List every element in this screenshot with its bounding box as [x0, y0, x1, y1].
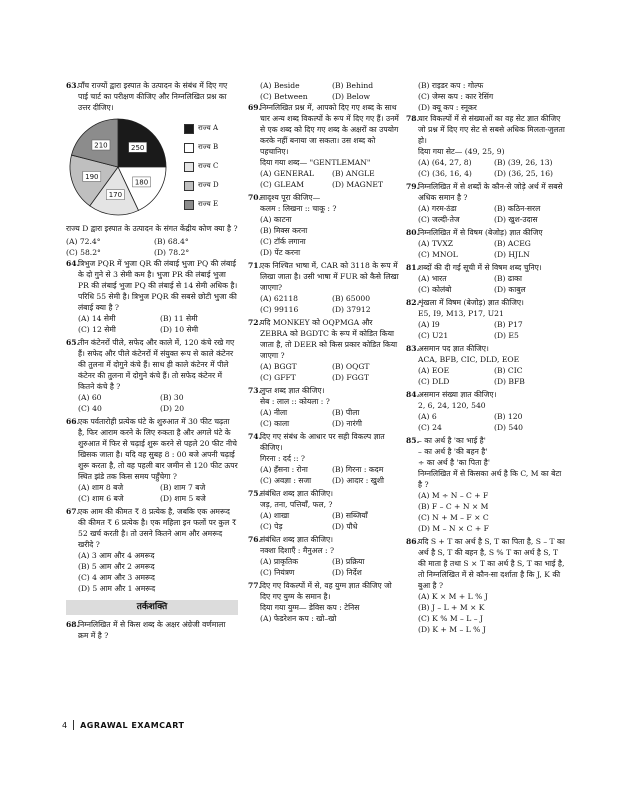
option-item: (D) HJLN [494, 250, 530, 259]
option-item: (C) GFFT [260, 373, 296, 382]
option-item: (C) पेड़ [260, 522, 283, 531]
question-65-options [78, 392, 238, 414]
option-item: (A) 72.4° [66, 237, 101, 246]
question-74: 74. दिए गए संबंध के आधार पर सही विकल्प ज्ञात कीजिए। गिरना : दर्द :: ? (A) हँसना : रोना (B) गिरना : कदम (C) अवज्ञा : सजा (D) आदार : खुशी [248, 431, 400, 486]
question-82: 82. शृंखला में विषम (बेजोड़) ज्ञात कीजिए। E5, I9, M13, P17, U21 (A) I9 (B) P17 (C) U21 (D) E5 [406, 297, 566, 341]
option-item: (B) गिरना : कदम [332, 465, 384, 474]
option-item: (B) F – C + N × M [418, 502, 489, 511]
option-item: (C) नियंत्रण [260, 568, 295, 577]
question-71-options [260, 293, 400, 315]
column-1 [66, 80, 238, 643]
legend-swatch [184, 181, 194, 191]
column-2 [248, 80, 400, 626]
option-item: (C) अवज्ञा : सजा [260, 476, 312, 485]
question-66-options [78, 482, 238, 504]
pie-legend [184, 119, 219, 214]
option-item: (B) 11 सेमी [160, 314, 198, 323]
option-item: (A) 60 [78, 393, 102, 402]
option-item: (D) FGGT [332, 373, 369, 382]
pie-slice-label: 210 [94, 141, 108, 150]
question-63-options [66, 236, 238, 258]
question-78-options [418, 157, 566, 179]
question-68-options [248, 80, 400, 102]
option-item: (C) काला [260, 419, 290, 428]
question-63-stem: राज्य D द्वारा इस्पात के उत्पादन के संगत केंद्रीय कोण क्या है ? [66, 224, 238, 233]
question-86-options [418, 591, 566, 635]
question-66: 66. एक पर्वतारोही प्रत्येक घंटे के शुरुआत में 30 फीट चढ़ता है, फिर आराम करने के लिए रुकता है और अगले घंटे के शुरुआत में फिर से चढ़ाई शुरू करने से पहले 20 फीट नीचे खिसक जाता है। यदि वह सुबह 8 : 00 बजे अपनी चढ़ाई शुरू करता है, तो वह पहली बार जमीन से 120 फीट ऊपर स्थित झंडे तक किस समय पहुँचेगा ? (A) शाम 8 बजे (B) शाम 7 बजे (C) शाम 6 बजे (D) शाम 5 बजे [66, 417, 238, 503]
pie-slice-label: 190 [85, 172, 99, 181]
option-item: (D) काबुल [494, 285, 526, 294]
question-78: 78. चार विकल्पों में से संख्याओं का वह सेट ज्ञात कीजिए जो प्रश्न में दिए गए सेट से सबसे अधिक मिलता-जुलता हो। दिया गया सेट— (49, 25, 9) (A) (64, 27, 8) (B) (39, 26, 13) (C) (36, 16, 4) (D) (36, 25, 16) [406, 114, 565, 178]
option-item: (C) 24 [418, 423, 442, 432]
option-item: (A) M ÷ N – C + F [418, 491, 489, 500]
option-item: (B) कठिन-सरल [494, 204, 541, 213]
option-item: (B) शाम 7 बजे [160, 483, 206, 492]
option-item: (D) 540 [494, 423, 523, 432]
option-item: (C) 58.2° [66, 248, 101, 257]
question-74-options [260, 464, 400, 486]
option-item: (D) 78.2° [154, 248, 190, 257]
option-item: (D) Below [332, 92, 371, 101]
question-77-options-cont [406, 80, 566, 113]
option-item: (A) Beside [260, 81, 300, 90]
question-84: 84. असमान संख्या ज्ञात कीजिए। 2, 6, 24, 120, 540 (A) 6 (B) 120 (C) 24 (D) 540 [406, 389, 566, 433]
option-item: (A) 3 आम और 4 अमरूद [78, 551, 155, 560]
option-item: (C) कोलंबो [418, 285, 452, 294]
legend-swatch [184, 124, 194, 134]
option-item: (A) नीला [260, 408, 288, 417]
page-number: 4 [62, 720, 68, 730]
option-item: (B) OQGT [332, 362, 370, 371]
option-item: (D) BFB [494, 377, 525, 386]
question-72-options [260, 361, 400, 383]
question-79-options [418, 203, 566, 225]
option-item: (B) Behind [332, 81, 374, 90]
option-item: (A) काटना [260, 215, 292, 224]
column-3 [406, 80, 566, 637]
option-item: (B) ACEG [494, 239, 531, 248]
option-item: (B) ANGLE [332, 169, 375, 178]
option-item: (B) 68.4° [154, 237, 189, 246]
option-item: (B) 120 [494, 412, 523, 421]
question-67-options [78, 550, 238, 594]
question-69-options [260, 168, 400, 190]
option-item: (D) खुश-उदास [494, 215, 538, 224]
question-71: 71. एक निश्चित भाषा में, CAR को 3118 के रूप में लिखा जाता है। उसी भाषा में FUR को कैसे लिखा जाएगा? (A) 62118 (B) 65000 (C) 99116 (D) 37912 [248, 261, 399, 314]
option-item: (B) प्रक्रिया [332, 557, 365, 566]
option-item: (C) N + M – F × C [418, 513, 489, 522]
legend-swatch [184, 143, 194, 153]
option-item: (B) (39, 26, 13) [494, 158, 553, 167]
option-item: (C) MNOL [418, 250, 458, 259]
pie-chart-svg [66, 115, 176, 221]
option-item: (D) (36, 25, 16) [494, 169, 553, 178]
question-68: 68. निम्नलिखित में से किस शब्द के अक्षर अंग्रेजी वर्णमाला क्रम में है ? [66, 620, 226, 640]
question-80-options [418, 238, 566, 260]
page-footer [62, 717, 562, 733]
question-82-options [418, 319, 566, 341]
option-item: (D) 10 सेमी [160, 325, 199, 334]
question-73-options [260, 407, 400, 429]
option-item: (A) शाम 8 बजे [78, 483, 124, 492]
legend-item [184, 195, 219, 214]
option-item: (A) EOE [418, 366, 450, 375]
option-item: (A) शाखा [260, 511, 290, 520]
option-item: (D) क्यू कप : स्नूकर [418, 103, 477, 112]
legend-item [184, 119, 219, 138]
option-item: (C) Between [260, 92, 308, 101]
option-item: (D) शाम 5 बजे [160, 494, 206, 503]
option-item: (B) राइडर कप : गोल्फ [418, 81, 484, 90]
option-item: (D) 20 [160, 404, 185, 413]
option-item: (B) सब्जियाँ [332, 511, 368, 520]
legend-label: राज्य C [198, 162, 219, 170]
option-item: (D) निर्देश [332, 568, 362, 577]
option-item: (A) गरम-ठंडा [418, 204, 457, 213]
option-item: (C) K % M – L – J [418, 614, 483, 623]
option-item: (A) TVXZ [418, 239, 454, 248]
option-item: (B) मिक्स करना [260, 226, 308, 235]
question-63: 63. पाँच राज्यों द्वारा इस्पात के उत्पादन के संबंध में दिए गए पाई चार्ट का परीक्षण कीजिए और निम्नलिखित प्रश्न का उत्तर दीजिए। [66, 81, 228, 112]
option-item: (A) 14 सेमी [78, 314, 116, 323]
pie-slice-label: 180 [134, 178, 149, 187]
option-item: (C) शाम 6 बजे [78, 494, 124, 503]
option-item: (A) 6 [418, 412, 437, 421]
question-80: 80. निम्नलिखित में से विषम (बेजोड़) ज्ञात कीजिए (A) TVXZ (B) ACEG (C) MNOL (D) HJLN [406, 227, 566, 260]
question-75: 75. संबंधित शब्द ज्ञात कीजिए। जड़, तना, पत्तियाँ, फल, ? (A) शाखा (B) सब्जियाँ (C) पेड़ (D) पौधे [248, 488, 400, 532]
legend-swatch [184, 162, 194, 172]
option-item: (B) P17 [494, 320, 523, 329]
question-85: 85. – का अर्थ है 'का भाई है' – का अर्थ है 'की बहन है' ÷ का अर्थ है 'का पिता है' निम्नलिखित में से किसका अर्थ है कि C, M का बेटा है ? (A) M ÷ N – C + F (B) F – C + N × M (C) N + M – F × C (D) M – N × C + F [406, 435, 566, 534]
question-69: 69. निम्नलिखित प्रश्न में, आपको दिए गए शब्द के साथ चार अन्य शब्द विकल्पों के रूप में दिए गए हैं। उनमें से एक शब्द को दिए गए शब्द के अक्षरों का उपयोग करके नहीं बनाया जा सकता। उस शब्द को पहचानिए। दिया गया शब्द— "GENTLEMAN" (A) GENERAL (B) ANGLE (C) GLEAM (D) MAGNET [248, 103, 399, 189]
option-item: (D) नारंगी [332, 419, 362, 428]
question-72: 72. यदि MONKEY को OQPMGA और ZEBRA को BGDTC के रूप में कोडित किया जाता है, तो DEER को किस प्रकार कोडित किया जाएगा ? (A) BGGT (B) OQGT (C) GFFT (D) FGGT [248, 317, 400, 383]
option-item: (B) पीला [332, 408, 360, 417]
option-item: (B) 5 आम और 2 अमरूद [78, 562, 155, 571]
option-item: (C) 40 [78, 404, 102, 413]
question-81-options [418, 273, 566, 295]
question-79: 79. निम्नलिखित में से शब्दों के कौन-से जोड़े अर्थ में सबसे अधिक समान है ? (A) गरम-ठंडा (B) कठिन-सरल (C) जल्दी-तेज (D) खुश-उदास [406, 181, 566, 225]
question-67: 67. एक आम की कीमत ₹ 8 प्रत्येक है, जबकि एक अमरूद की कीमत ₹ 6 प्रत्येक है। एक महिला इन फलों पर कुल ₹ 52 खर्च करती है। तो उसने कितने आम और अमरूद खरीदे ? (A) 3 आम और 4 अमरूद (B) 5 आम और 2 अमरूद (C) 4 आम और 3 अमरूद (D) 5 आम और 1 अमरूद [66, 507, 237, 593]
question-65: 65. तीन कंटेनरों पीले, सफेद और काले में, 120 कंचे रखे गए हैं। सफेद और पीले कंटेनरों में संयुक्त रूप से काले कंटेनर की तुलना में दोगुने कंचे हैं। साथ ही काले कंटेनर में पीले कंटेनर की तुलना में दोगुने कंचे हैं। तो सफेद कंटेनर में कितने कंचे है ? (A) 60 (B) 30 (C) 40 (D) 20 [66, 337, 238, 414]
option-item: (A) K × M + L % J [418, 592, 488, 601]
option-item: (D) M – N × C + F [418, 524, 489, 533]
legend-label: राज्य E [198, 200, 219, 208]
footer-divider [73, 720, 74, 730]
option-item: (A) फेडरेशन कप : खो–खो [260, 614, 337, 623]
question-84-options [418, 411, 566, 433]
question-83: 83. असमान पद ज्ञात कीजिए। ACA, BFB, CIC, DLD, EOE (A) EOE (B) CIC (C) DLD (D) BFB [406, 343, 566, 387]
legend-label: राज्य A [198, 124, 219, 132]
legend-item [184, 157, 219, 176]
option-item: (A) भारत [418, 274, 447, 283]
legend-item [184, 176, 219, 195]
legend-label: राज्य B [198, 143, 219, 151]
question-76-options [260, 556, 400, 578]
brand-logo: AGRAWAL EXAMCART [80, 720, 185, 730]
question-83-options [418, 365, 566, 387]
section-heading: तर्कशक्ति [66, 600, 238, 615]
question-70: 70. सादृश्य पूरा कीजिए— कलम : लिखना :: चाकू : ? (A) काटना (B) मिक्स करना (C) टॉर्क लगाना (D) पेंट करना [248, 192, 400, 258]
question-77-options [260, 613, 400, 624]
pie-slice-label: 170 [108, 191, 123, 200]
option-item: (A) BGGT [260, 362, 297, 371]
option-item: (B) J – L + M × K [418, 603, 485, 612]
option-item: (B) ढाका [494, 274, 522, 283]
option-item: (B) 30 [160, 393, 184, 402]
question-70-options [260, 214, 400, 258]
option-item: (A) प्राकृतिक [260, 557, 299, 566]
option-item: (C) (36, 16, 4) [418, 169, 472, 178]
option-item: (D) पौधे [332, 522, 358, 531]
question-75-options [260, 510, 400, 532]
question-73: 73. लुप्त शब्द ज्ञात कीजिए। सेब : लाल :: कोयला : ? (A) नीला (B) पीला (C) काला (D) नारंगी [248, 385, 400, 429]
legend-label: राज्य D [198, 181, 219, 189]
question-64: 64. त्रिभुज PQR में भुजा QR की लंबाई भुजा PQ की लंबाई के दो गुने से 3 सेमी कम है। भुजा PR की लंबाई भुजा PR की लंबाई भुजा PQ की लंबाई से 14 सेमी अधिक है। परिधि 55 सेमी है। त्रिभुज PQR की सबसे छोटी भुजा की लंबाई क्या है ? (A) 14 सेमी (B) 11 सेमी (C) 12 सेमी (D) 10 सेमी [66, 259, 238, 334]
option-item: (C) जल्दी-तेज [418, 215, 460, 224]
option-item: (C) 99116 [260, 305, 299, 314]
option-item: (A) हँसना : रोना [260, 465, 308, 474]
option-item: (C) 12 सेमी [78, 325, 116, 334]
legend-swatch [184, 200, 194, 210]
question-86: 86. यदि S + T का अर्थ है S, T का पिता है, S – T का अर्थ है S, T की बहन है, S % T का अर्थ है S, T की माता है तथा S × T का अर्थ है S, T का भाई है, तो निम्नलिखित में से कौन-सा दर्शाता है कि J, K की बुआ है ? (A) K × M + L % J (B) J – L + M × K (C) K % M – L – J (D) K + M – L % J [406, 537, 565, 634]
option-item: (D) 5 आम और 1 अमरूद [78, 584, 156, 593]
option-item: (C) U21 [418, 331, 449, 340]
pie-chart [66, 115, 238, 221]
question-76: 76. संबंधित शब्द ज्ञात कीजिए। नक्शा दिशाएँ : मैनुअल : ? (A) प्राकृतिक (B) प्रक्रिया (C) नियंत्रण (D) निर्देश [248, 534, 400, 578]
option-item: (B) 65000 [332, 294, 371, 303]
option-item: (A) (64, 27, 8) [418, 158, 472, 167]
question-64-options [78, 313, 238, 335]
option-item: (A) I9 [418, 320, 440, 329]
option-item: (C) टॉर्क लगाना [260, 237, 306, 246]
question-81: 81. शब्दों की दी गई सूची में से विषम शब्द चुनिए। (A) भारत (B) ढाका (C) कोलंबो (D) काबुल [406, 262, 566, 295]
option-item: (B) CIC [494, 366, 523, 375]
legend-item [184, 138, 219, 157]
option-item: (C) जेम्स कप : कार रेसिंग [418, 92, 494, 101]
option-item: (D) 37912 [332, 305, 371, 314]
option-item: (C) DLD [418, 377, 450, 386]
option-item: (D) पेंट करना [260, 248, 301, 257]
option-item: (C) 4 आम और 3 अमरूद [78, 573, 155, 582]
pie-slice-label: 250 [130, 143, 145, 152]
option-item: (D) MAGNET [332, 180, 384, 189]
option-item: (D) K + M – L % J [418, 625, 486, 634]
option-item: (C) GLEAM [260, 180, 305, 189]
option-item: (D) E5 [494, 331, 519, 340]
option-item: (D) आदार : खुशी [332, 476, 385, 485]
question-77: 77. दिए गए विकल्पों में से, वह युग्म ज्ञात कीजिए जो दिए गए युग्म के समान है। दिया गया युग्म— डेविस कप : टेनिस (A) फेडरेशन कप : खो–खो [248, 580, 400, 624]
option-item: (A) GENERAL [260, 169, 314, 178]
option-item: (A) 62118 [260, 294, 298, 303]
question-85-options [418, 490, 566, 534]
